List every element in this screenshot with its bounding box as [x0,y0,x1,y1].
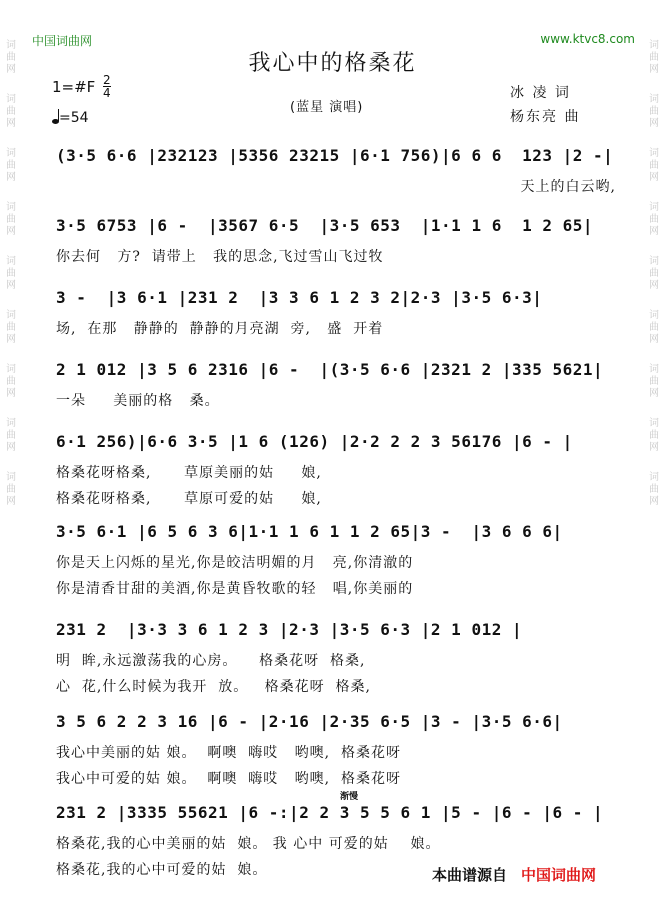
notation-line: 3·5 6·1 |6 5 6 3 6|1·1 1 6 1 1 2 65|3 - |3 6 6 6| [56,522,563,541]
watermark-text: 词曲网 [649,310,659,345]
tempo-mark [52,110,89,126]
watermark-text: 词曲网 [649,40,659,75]
lyric-line: 格桑花呀格桑, 草原美丽的姑 娘, [56,465,322,481]
notation-line: 231 2 |3·3 3 6 1 2 3 |2·3 |3·5 6·3 |2 1 012 | [56,620,523,639]
watermark-text: 词曲网 [649,472,659,507]
song-title: 我心中的格桑花 [248,51,417,76]
source-credit [432,864,596,885]
watermark-text: 词曲网 [649,256,659,291]
composer-credit: 杨东亮 曲 [510,109,581,125]
watermark-text: 词曲网 [6,94,16,129]
source-label: 本曲谱源自 [432,866,508,884]
notation-line: 2 1 012 |3 5 6 2316 |6 - |(3·5 6·6 |2321 2 |335 5621| [56,360,604,379]
notation-line: 231 2 |3335 55621 |6 -:|2 2 3 5 5 6 1 |5 - |6 - |6 - | [56,803,604,822]
source-brand-link[interactable]: 中国词曲网 [521,866,597,884]
watermark-text: 词曲网 [649,148,659,183]
key-signature: 1=#F [52,78,96,96]
watermark-text: 词曲网 [6,472,16,507]
lyric-line: 我心中可爱的姑 娘。 啊噢 嗨哎 哟噢, 格桑花呀 [56,771,401,787]
notation-line: 3·5 6753 |6 - |3567 6·5 |3·5 653 |1·1 1 6 1 2 65| [56,216,594,235]
lyric-line: 心 花,什么时候为我开 放。 格桑花呀 格桑, [56,679,371,695]
watermark-text: 词曲网 [6,310,16,345]
watermark-text: 词曲网 [6,364,16,399]
watermark-right [647,40,661,526]
lyric-line: 天上的白云哟, [520,179,616,195]
tempo-marking: 渐慢 [340,792,359,802]
lyric-line: 你是天上闪烁的星光,你是皎洁明媚的月 亮,你清澈的 [56,555,414,571]
watermark-text: 词曲网 [649,202,659,237]
lyric-line: 格桑花呀格桑, 草原可爱的姑 娘, [56,491,322,507]
quarter-note-icon [52,119,59,124]
notation-line: 3 5 6 2 2 3 16 |6 - |2·16 |2·35 6·5 |3 - |3·5 6·6| [56,712,563,731]
watermark-text: 词曲网 [6,148,16,183]
time-signature [103,74,111,99]
lyric-line: 场, 在那 静静的 静静的月亮湖 旁, 盛 开着 [56,321,384,337]
watermark-text: 词曲网 [6,202,16,237]
lyric-line: 你去何 方? 请带上 我的思念,飞过雪山飞过牧 [56,249,384,265]
notation-line: 6·1 256)|6·6 3·5 |1 6 (126) |2·2 2 2 3 56176 |6 - | [56,432,573,451]
lyric-line: 你是清香甘甜的美酒,你是黄昏牧歌的轻 唱,你美丽的 [56,581,414,597]
watermark-text: 词曲网 [6,40,16,75]
watermark-left [4,40,18,526]
tempo-value: =54 [59,110,89,126]
watermark-text: 词曲网 [6,418,16,453]
time-signature-bottom: 4 [103,86,111,100]
lyric-line: 我心中美丽的姑 娘。 啊噢 嗨哎 哟噢, 格桑花呀 [56,745,401,761]
site-url[interactable]: www.ktvc8.com [540,32,635,46]
lyric-line: 格桑花,我的心中可爱的姑 娘。 [56,862,268,878]
lyric-line: 一朵 美丽的格 桑。 [56,393,220,409]
watermark-text: 词曲网 [649,418,659,453]
notation-line: 3 - |3 6·1 |231 2 |3 3 6 1 2 3 2|2·3 |3·5 6·3| [56,288,543,307]
watermark-text: 词曲网 [649,94,659,129]
lyricist-credit: 冰 凌 词 [510,85,571,101]
watermark-text: 词曲网 [6,256,16,291]
notation-line: (3·5 6·6 |232123 |5356 23215 |6·1 756)|6 6 6 123 |2 -| [56,146,614,165]
performer: (蓝星 演唱) [290,100,364,115]
lyric-line: 格桑花,我的心中美丽的姑 娘。 我 心中 可爱的姑 娘。 [56,836,441,852]
time-signature-top: 2 [103,73,111,87]
site-name-left[interactable]: 中国词曲网 [32,34,93,48]
watermark-text: 词曲网 [649,364,659,399]
lyric-line: 明 眸,永远激荡我的心房。 格桑花呀 格桑, [56,653,366,669]
